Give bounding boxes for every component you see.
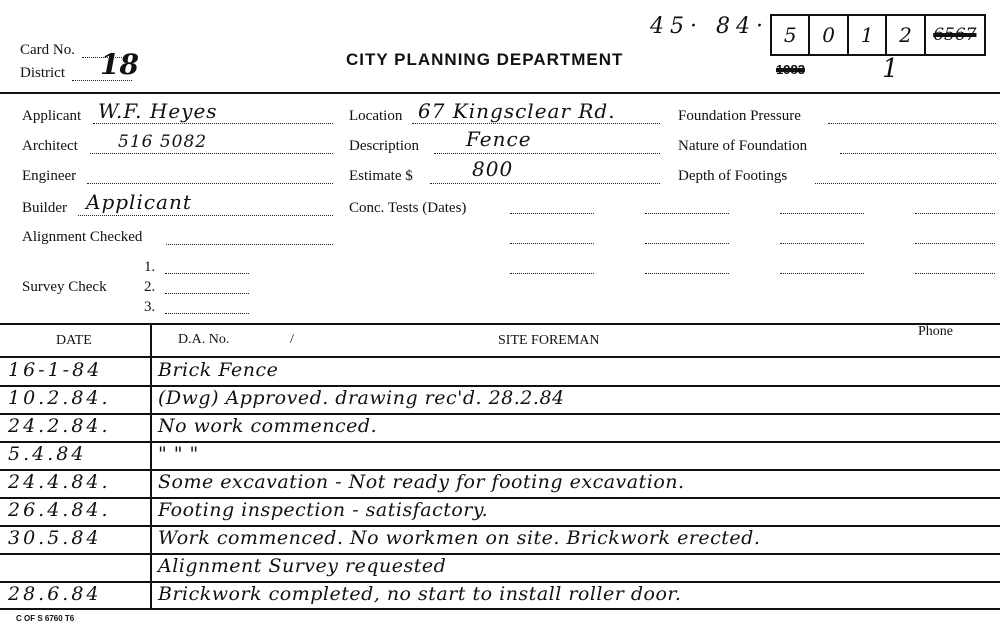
log-note: " " " bbox=[158, 443, 199, 465]
survey-label: Survey Check bbox=[22, 279, 107, 295]
log-row-divider bbox=[0, 553, 1000, 555]
log-note: Footing inspection - satisfactory. bbox=[158, 499, 489, 521]
builder-value: Applicant bbox=[86, 190, 192, 214]
engineer-label: Engineer bbox=[22, 168, 77, 184]
department-title: CITY PLANNING DEPARTMENT bbox=[346, 50, 624, 69]
estimate-label: Estimate $ bbox=[349, 168, 413, 184]
log-date: 24.4.84. bbox=[8, 471, 111, 493]
log-note: Brickwork completed, no start to install roller door. bbox=[158, 583, 682, 605]
log-row-divider bbox=[0, 441, 1000, 443]
year-struck: 1983 bbox=[776, 62, 805, 77]
location-value: 67 Kingsclear Rd. bbox=[418, 99, 616, 123]
suffix-value: 1 bbox=[882, 54, 899, 84]
log-note: No work commenced. bbox=[158, 415, 378, 437]
divider-top bbox=[0, 92, 1000, 94]
reference-boxes bbox=[770, 14, 986, 56]
form-code: C OF S 6760 T6 bbox=[16, 614, 75, 623]
nature-foundation-line bbox=[840, 153, 996, 154]
engineer-line bbox=[87, 183, 333, 184]
log-date: 10.2.84. bbox=[8, 387, 111, 409]
log-row-divider bbox=[0, 413, 1000, 415]
conc-line bbox=[645, 213, 729, 214]
phone-header: Phone bbox=[918, 324, 953, 339]
ref-box: 0 bbox=[810, 16, 848, 54]
ref-numbers: 45· 84· bbox=[650, 14, 769, 39]
conc-line bbox=[645, 243, 729, 244]
conc-line bbox=[510, 213, 594, 214]
nature-foundation-label: Nature of Foundation bbox=[678, 138, 808, 154]
survey-line-3 bbox=[165, 313, 249, 314]
description-value: Fence bbox=[466, 127, 532, 151]
da-value: / bbox=[290, 332, 294, 347]
conc-line bbox=[780, 273, 864, 274]
architect-line bbox=[90, 153, 333, 154]
log-date: 24.2.84. bbox=[8, 415, 111, 437]
log-row-divider bbox=[0, 497, 1000, 499]
date-header: DATE bbox=[56, 333, 92, 348]
conc-tests-label: Conc. Tests (Dates) bbox=[349, 200, 467, 216]
alignment-line bbox=[166, 244, 333, 245]
card-no-label: Card No. bbox=[20, 42, 75, 58]
architect-label: Architect bbox=[22, 138, 78, 154]
applicant-label: Applicant bbox=[22, 108, 82, 124]
log-note: (Dwg) Approved. drawing rec'd. 28.2.84 bbox=[158, 387, 565, 409]
survey-item-1: 1. bbox=[144, 259, 156, 275]
log-note: Some excavation - Not ready for footing excavation. bbox=[158, 471, 685, 493]
depth-footings-label: Depth of Footings bbox=[678, 168, 788, 184]
applicant-value: W.F. Heyes bbox=[98, 99, 218, 123]
foundation-pressure-line bbox=[828, 123, 996, 124]
log-date: 5.4.84 bbox=[8, 443, 87, 465]
conc-line bbox=[915, 273, 995, 274]
conc-line bbox=[780, 243, 864, 244]
site-foreman-header: SITE FOREMAN bbox=[498, 333, 600, 348]
builder-line bbox=[78, 215, 333, 216]
estimate-value: 800 bbox=[472, 157, 514, 181]
log-note: Work commenced. No workmen on site. Brickwork erected. bbox=[158, 527, 761, 549]
ref-box: 5 bbox=[772, 16, 810, 54]
applicant-line bbox=[93, 123, 333, 124]
log-date: 26.4.84. bbox=[8, 499, 111, 521]
conc-line bbox=[510, 273, 594, 274]
district-label: District bbox=[20, 65, 65, 81]
builder-label: Builder bbox=[22, 200, 67, 216]
foundation-pressure-label: Foundation Pressure bbox=[678, 108, 801, 124]
architect-value: 516 5082 bbox=[118, 132, 208, 152]
da-label: D.A. No. bbox=[178, 332, 230, 347]
alignment-label: Alignment Checked bbox=[22, 229, 143, 245]
location-label: Location bbox=[349, 108, 403, 124]
conc-line bbox=[510, 243, 594, 244]
conc-line bbox=[645, 273, 729, 274]
survey-line-1 bbox=[165, 273, 249, 274]
description-line bbox=[434, 153, 660, 154]
description-label: Description bbox=[349, 138, 419, 154]
log-date: 30.5.84 bbox=[8, 527, 102, 549]
divider-log-bottom bbox=[0, 608, 1000, 610]
survey-item-2: 2. bbox=[144, 279, 156, 295]
estimate-line bbox=[430, 183, 660, 184]
log-date: 16-1-84 bbox=[8, 359, 103, 381]
log-note: Alignment Survey requested bbox=[158, 555, 447, 577]
ref-box: 6567 bbox=[933, 25, 977, 45]
survey-item-3: 3. bbox=[144, 299, 156, 315]
district-value: 18 bbox=[100, 48, 139, 81]
date-column-divider bbox=[150, 323, 152, 609]
log-note: Brick Fence bbox=[158, 359, 279, 381]
ref-box: 1 bbox=[849, 16, 887, 54]
conc-line bbox=[915, 243, 995, 244]
conc-line bbox=[780, 213, 864, 214]
survey-line-2 bbox=[165, 293, 249, 294]
depth-footings-line bbox=[815, 183, 996, 184]
conc-line bbox=[915, 213, 995, 214]
ref-box: 2 bbox=[887, 16, 925, 54]
location-line bbox=[412, 123, 660, 124]
log-date: 28.6.84 bbox=[8, 583, 102, 605]
